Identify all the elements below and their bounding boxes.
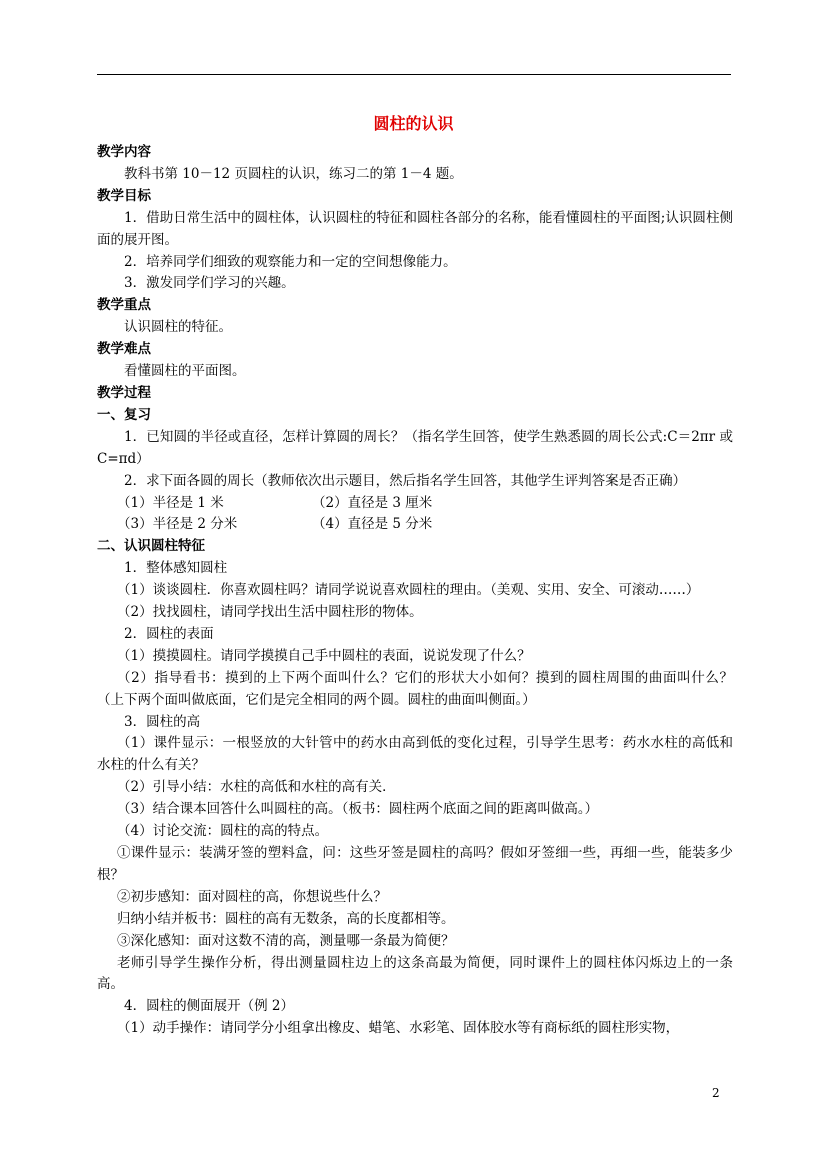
paragraph: 教科书第 10－12 页圆柱的认识，练习二的第 1－4 题。 <box>124 165 463 182</box>
heading-content: 教学内容 <box>97 144 151 160</box>
paragraph: 2．培养同学们细致的观察能力和一定的空间想像能力。 <box>124 253 457 270</box>
paragraph: 认识圆柱的特征。 <box>124 319 232 336</box>
question: （2）直径是 3 厘米 <box>312 494 433 511</box>
question: （1）半径是 1 米 <box>117 494 224 511</box>
paragraph: （2）指导看书：摸到的上下两个面叫什么？它们的形状大小如何？摸到的圆柱周围的曲面叫什么？（上下两个面叫做底面，它们是完全相同的两个圆。圆柱的曲面叫侧面。） <box>97 669 733 708</box>
document-body <box>97 142 733 1040</box>
paragraph: ②初步感知：面对圆柱的高，你想说些什么？ <box>117 888 387 905</box>
paragraph: 1．已知圆的半径或直径，怎样计算圆的周长？（指名学生回答，使学生熟悉圆的周长公式:C＝2πr 或 C=πd） <box>97 428 733 467</box>
heading-goals: 教学目标 <box>97 187 151 204</box>
paragraph: 老师引导学生操作分析，得出测量圆柱边上的这条高最为简便，同时课件上的圆柱体闪烁边上的一条高。 <box>97 954 733 993</box>
paragraph: 1．借助日常生活中的圆柱体，认识圆柱的特征和圆柱各部分的名称，能看懂圆柱的平面图;认识圆柱侧面的展开图。 <box>97 209 733 248</box>
paragraph: 2．圆柱的表面 <box>124 625 214 642</box>
paragraph: （3）结合课本回答什么叫圆柱的高。（板书：圆柱两个底面之间的距离叫做高。） <box>117 801 599 818</box>
heading-process: 教学过程 <box>97 384 151 401</box>
heading-features: 二、认识圆柱特征 <box>97 538 205 555</box>
paragraph: （1）摸摸圆柱。请同学摸摸自己手中圆柱的表面，说说发现了什么？ <box>117 647 531 664</box>
question: （3）半径是 2 分米 <box>117 516 238 533</box>
paragraph: 3．激发同学们学习的兴趣。 <box>124 275 295 292</box>
paragraph: 3．圆柱的高 <box>124 713 201 730</box>
paragraph: （2）找找圆柱，请同学找出生活中圆柱形的物体。 <box>117 604 423 621</box>
document-title: 圆柱的认识 <box>373 114 454 133</box>
paragraph: ①课件显示：装满牙签的塑料盒，问：这些牙签是圆柱的高吗？假如牙签细一些，再细一些，能装多少根？ <box>97 845 733 883</box>
paragraph: 2．求下面各圆的周长（教师依次出示题目，然后指名学生回答，其他学生评判答案是否正确） <box>124 472 687 489</box>
heading-review: 一、复习 <box>97 406 151 423</box>
heading-key: 教学重点 <box>97 297 151 314</box>
question-row <box>97 493 733 515</box>
paragraph: 看懂圆柱的平面图。 <box>124 363 246 380</box>
header-rule <box>97 74 731 75</box>
question-row <box>97 514 733 536</box>
paragraph: （4）讨论交流：圆柱的高的特点。 <box>117 823 329 840</box>
paragraph: （1）动手操作：请同学分小组拿出橡皮、蜡笔、水彩笔、固体胶水等有商标纸的圆柱形实物， <box>117 1020 680 1037</box>
paragraph: 1．整体感知圆柱 <box>124 560 228 577</box>
heading-difficulty: 教学难点 <box>97 341 151 358</box>
paragraph: （1）谈谈圆柱．你喜欢圆柱吗？请同学说说喜欢圆柱的理由。（美观、实用、安全、可滚动……） <box>117 582 700 599</box>
page-number: 2 <box>712 1086 720 1100</box>
paragraph: （1）课件显示：一根竖放的大针管中的药水由高到低的变化过程，引导学生思考：药水水柱的高低和水柱的什么有关？ <box>97 735 733 774</box>
paragraph: 归纳小结并板书：圆柱的高有无数条，高的长度都相等。 <box>117 910 455 927</box>
paragraph: ③深化感知：面对这数不清的高，测量哪一条最为简便？ <box>117 932 455 949</box>
question: （4）直径是 5 分米 <box>312 516 433 533</box>
paragraph: 4．圆柱的侧面展开（例 2） <box>124 998 294 1015</box>
paragraph: （2）引导小结：水柱的高低和水柱的高有关． <box>117 779 396 796</box>
